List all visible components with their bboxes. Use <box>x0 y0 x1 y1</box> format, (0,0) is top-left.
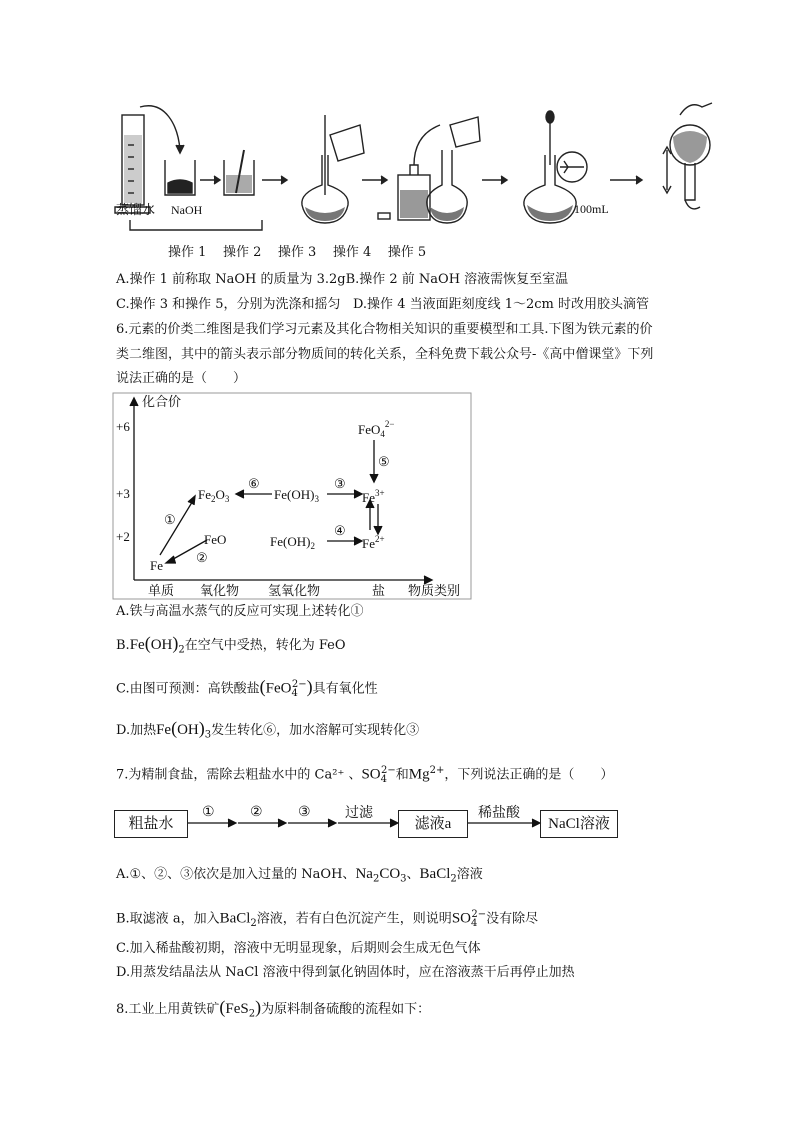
flow-step-1: ① <box>202 805 215 820</box>
q7-option-a: A.①、②、③依次是加入过量的 NaOH、$Na_2CO_3$、BaCl$_2$溶液 <box>116 866 483 885</box>
species-feo4: FeO$_4^{2-}$ <box>358 419 395 439</box>
x-category-oxide: 氧化物 <box>200 583 240 598</box>
x-category-hydroxide: 氢氧化物 <box>268 583 321 598</box>
operation-bracket <box>130 220 262 230</box>
species-feoh3: $Fe(OH)_3$ <box>274 487 319 504</box>
flow-crude-brine: 粗盐水 <box>114 810 188 838</box>
operation-5: 操作 5 <box>387 245 427 260</box>
q7-option-c: C.加入稀盐酸初期，溶液中无明显现象，后期则会生成无色气体 <box>116 941 481 956</box>
arrow-label-4: ④ <box>334 523 346 538</box>
flow-filtrate-a: 滤液a <box>398 810 468 838</box>
q6-stem-line2: 类二维图，其中的箭头表示部分物质间的转化关系，全科免费下载公众号-《高中僧课堂》下列 <box>116 347 654 362</box>
operation-2: 操作 2 <box>222 245 262 260</box>
iron-valence-diagram <box>112 392 472 602</box>
label-naoh: NaOH <box>171 203 203 217</box>
x-axis-label: 物质类别 <box>408 583 461 598</box>
species-fe: Fe <box>150 558 163 573</box>
species-fe2o3: $Fe_2O_3$ <box>198 487 230 504</box>
arrow-label-1: ① <box>164 512 176 527</box>
q8-stem: 8.工业上用黄铁矿(FeS$_2$)为原料制备硫酸的流程如下： <box>116 997 431 1020</box>
y-tick-6: +6 <box>116 419 130 434</box>
q5-option-a: A.操作 1 前称取 NaOH 的质量为 3.2g <box>116 272 346 287</box>
label-flask-volume: 100mL <box>574 202 609 216</box>
arrow-label-5: ⑤ <box>378 454 390 469</box>
inverting-flask <box>663 103 712 209</box>
operation-3: 操作 3 <box>277 245 317 260</box>
q6-option-d: D.加热$Fe(OH)_3$发生转化⑥，加水溶解可实现转化③ <box>116 718 420 741</box>
flow-step-filter: 过滤 <box>345 806 373 821</box>
transfer-flask <box>302 115 364 223</box>
y-tick-3: +3 <box>116 486 130 501</box>
q6-option-b: $B.Fe(OH)_2$在空气中受热，转化为 FeO <box>116 633 346 656</box>
pour-arrow <box>140 106 180 150</box>
q7-option-b: B.取滤液 a，加入BaCl$_2$溶液，若有白色沉淀产生，则说明$SO_4^{2-}$没有除尽 <box>116 909 539 929</box>
y-tick-2: +2 <box>116 529 130 544</box>
q6-option-c: C.由图可预测：高铁酸盐(FeO$_4^{2-}$)具有氧化性 <box>116 676 378 699</box>
flow-nacl-solution: NaCl溶液 <box>540 810 618 838</box>
x-category-element: 单质 <box>148 583 175 598</box>
species-fe2: $Fe^{2+}$ <box>362 534 385 551</box>
species-fe3: $Fe^{3+}$ <box>362 488 385 505</box>
q6-stem-line1: 6.元素的价类二维图是我们学习元素及其化合物相关知识的重要模型和工具.下图为铁元素的价 <box>116 322 653 337</box>
q5-option-ab <box>116 271 568 289</box>
operation-labels <box>168 244 426 262</box>
x-category-salt: 盐 <box>372 583 386 598</box>
arrow-label-6: ⑥ <box>248 476 260 491</box>
flow-step-3: ③ <box>298 805 311 820</box>
species-feoh2: $Fe(OH)_2$ <box>270 534 315 551</box>
arrow-label-3: ③ <box>334 476 346 491</box>
q7-stem: 7.为精制食盐，需除去粗盐水中的 Ca²⁺ 、$SO_4^{2-}$和$Mg^{2+}$，下列说法正确的是（ ） <box>116 765 614 785</box>
beaker-naoh <box>165 160 195 195</box>
label-water: 蒸馏水 <box>116 202 156 217</box>
operation-4: 操作 4 <box>332 245 372 260</box>
flow-step-2: ② <box>250 805 263 820</box>
y-axis-label: 化合价 <box>142 394 182 409</box>
arrow-label-2: ② <box>196 550 208 565</box>
q6-option-a: A.铁与高温水蒸气的反应可实现上述转化① <box>116 604 364 619</box>
q5-option-c: C.操作 3 和操作 5，分别为洗涤和摇匀 <box>116 297 341 312</box>
graduated-cylinder <box>115 115 150 213</box>
flow-acid-label: 稀盐酸 <box>478 806 520 821</box>
q5-option-d: D.操作 4 当液面距刻度线 1～2cm 时改用胶头滴管 <box>352 297 650 312</box>
q6-stem-line3: 说法正确的是（ ） <box>116 371 247 386</box>
wash-bottle-flask <box>378 117 480 223</box>
q5-option-cd <box>116 296 649 314</box>
beaker-dissolve <box>224 150 254 195</box>
q7-option-d: D.用蒸发结晶法从 NaCl 溶液中得到氯化钠固体时，应在溶液蒸干后再停止加热 <box>116 965 575 980</box>
operation-1: 操作 1 <box>168 245 207 260</box>
q5-option-b: B.操作 2 前 NaOH 溶液需恢复至室温 <box>345 272 569 287</box>
species-feo: FeO <box>204 532 227 547</box>
